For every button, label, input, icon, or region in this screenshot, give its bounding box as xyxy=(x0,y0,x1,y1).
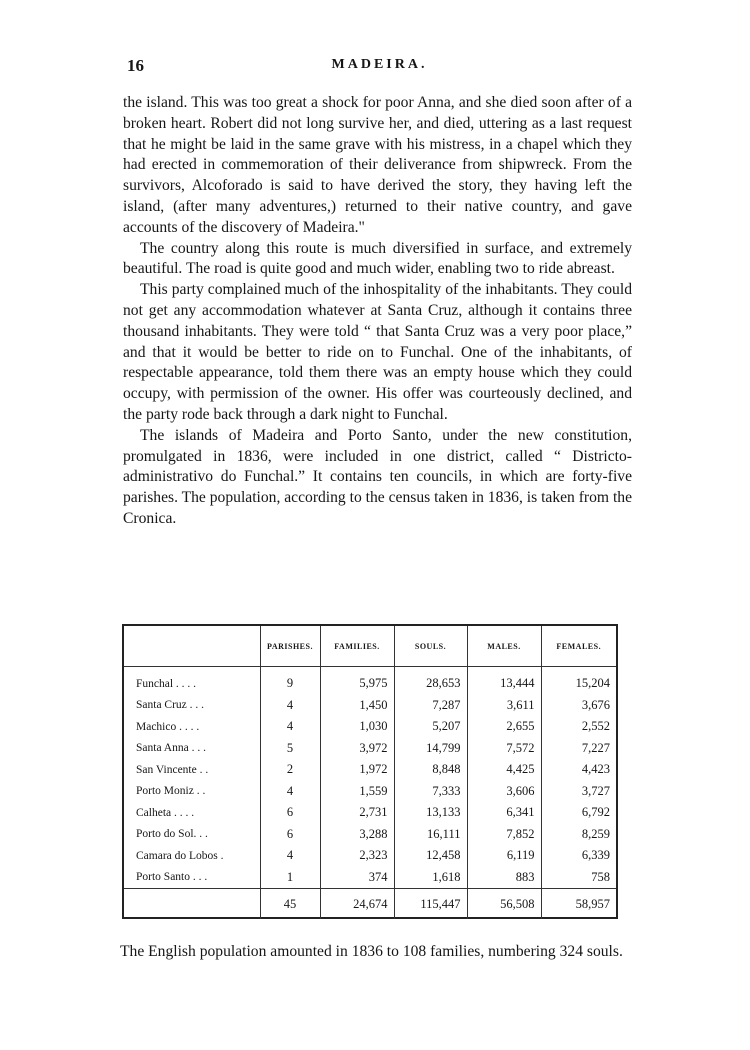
total-souls: 115,447 xyxy=(394,889,467,920)
totals-row xyxy=(124,889,616,920)
paragraph: The country along this route is much diversified in surface, and extremely beautiful. The road is quite good and much wider, enabling two to ride abreast. xyxy=(123,239,632,278)
parishes-cell: 2 xyxy=(260,759,320,781)
page-number: 16 xyxy=(127,56,144,75)
header-souls: SOULS. xyxy=(394,626,467,667)
males-cell: 7,572 xyxy=(467,738,541,760)
souls-cell: 13,133 xyxy=(394,802,467,824)
parishes-cell: 6 xyxy=(260,824,320,846)
females-cell: 3,727 xyxy=(541,781,616,803)
males-cell: 6,119 xyxy=(467,845,541,867)
paragraph: The islands of Madeira and Porto Santo, under the new constitution, promulgated in 1836, were included in one district, called “ Districto-administrativo do Funchal.” It contains ten councils, in which are forty-five parishes. The population, according to the census taken in 1836, is taken from the Cronica. xyxy=(123,426,632,527)
district-cell: Porto Moniz . . xyxy=(136,785,206,798)
families-cell: 2,323 xyxy=(320,845,394,867)
header-parishes: PARISHES. xyxy=(260,626,320,667)
parishes-cell: 4 xyxy=(260,695,320,717)
table-row xyxy=(124,716,616,738)
families-cell: 1,972 xyxy=(320,759,394,781)
females-cell: 8,259 xyxy=(541,824,616,846)
header-families: FAMILIES. xyxy=(320,626,394,667)
total-females: 58,957 xyxy=(541,889,616,920)
males-cell: 883 xyxy=(467,867,541,889)
table-row xyxy=(124,759,616,781)
page-header xyxy=(127,56,632,78)
header-district xyxy=(124,626,260,667)
total-males: 56,508 xyxy=(467,889,541,920)
souls-cell: 7,287 xyxy=(394,695,467,717)
families-cell: 1,559 xyxy=(320,781,394,803)
families-cell: 3,288 xyxy=(320,824,394,846)
males-cell: 4,425 xyxy=(467,759,541,781)
running-title: MADEIRA. xyxy=(331,57,428,72)
families-cell: 5,975 xyxy=(320,667,394,695)
souls-cell: 16,111 xyxy=(394,824,467,846)
souls-cell: 28,653 xyxy=(394,667,467,695)
males-cell: 2,655 xyxy=(467,716,541,738)
females-cell: 2,552 xyxy=(541,716,616,738)
district-cell: Calheta . . . . xyxy=(136,806,195,819)
district-cell: San Vincente . . xyxy=(136,763,209,776)
souls-cell: 14,799 xyxy=(394,738,467,760)
district-cell: Porto do Sol. . . xyxy=(136,828,208,841)
district-cell: Porto Santo . . . xyxy=(136,871,208,884)
souls-cell: 8,848 xyxy=(394,759,467,781)
souls-cell: 7,333 xyxy=(394,781,467,803)
families-cell: 1,450 xyxy=(320,695,394,717)
census-table xyxy=(122,624,618,919)
paragraph: the island. This was too great a shock for poor Anna, and she died soon after of a broken heart. Robert did not long survive her, and died, uttering as a last request that he might be laid in the same grave with his mistress, in a chapel which they had erected in commemoration of their deliverance from shipwreck. From the survivors, Alcoforado is said to have derived the story, they having left the island, (after many adventures,) returned to their native country, and gave accounts of the discovery of Madeira." xyxy=(123,94,632,236)
families-cell: 3,972 xyxy=(320,738,394,760)
total-families: 24,674 xyxy=(320,889,394,920)
parishes-cell: 4 xyxy=(260,845,320,867)
males-cell: 7,852 xyxy=(467,824,541,846)
census-grid xyxy=(124,626,616,919)
males-cell: 3,611 xyxy=(467,695,541,717)
table-row xyxy=(124,824,616,846)
families-cell: 2,731 xyxy=(320,802,394,824)
parishes-cell: 4 xyxy=(260,716,320,738)
males-cell: 6,341 xyxy=(467,802,541,824)
district-cell: Funchal . . . . xyxy=(136,677,197,690)
females-cell: 15,204 xyxy=(541,667,616,695)
souls-cell: 12,458 xyxy=(394,845,467,867)
closing-text xyxy=(116,942,630,962)
females-cell: 7,227 xyxy=(541,738,616,760)
district-cell: Machico . . . . xyxy=(136,720,200,733)
totals-label-cell xyxy=(124,889,260,920)
males-cell: 13,444 xyxy=(467,667,541,695)
parishes-cell: 9 xyxy=(260,667,320,695)
header-males: MALES. xyxy=(467,626,541,667)
souls-cell: 5,207 xyxy=(394,716,467,738)
header-females: FEMALES. xyxy=(541,626,616,667)
table-row xyxy=(124,867,616,889)
paragraph: This party complained much of the inhospitality of the inhabitants. They could not get any accommodation whatever at Santa Cruz, although it contains three thousand inhabitants. They were told “ that Santa Cruz was a very poor place,” and that it would be better to ride on to Funchal. One of the inhabitants, of respectable appearance, told them there was an empty house which they could occupy, with permission of the owner. His offer was courteously declined, and the party rode back through a dark night to Funchal. xyxy=(123,281,632,423)
table-row xyxy=(124,802,616,824)
total-parishes: 45 xyxy=(260,889,320,920)
families-cell: 1,030 xyxy=(320,716,394,738)
families-cell: 374 xyxy=(320,867,394,889)
parishes-cell: 4 xyxy=(260,781,320,803)
table-row xyxy=(124,695,616,717)
females-cell: 4,423 xyxy=(541,759,616,781)
district-cell: Santa Anna . . . xyxy=(136,742,206,755)
table-header-row xyxy=(124,626,616,667)
souls-cell: 1,618 xyxy=(394,867,467,889)
males-cell: 3,606 xyxy=(467,781,541,803)
females-cell: 758 xyxy=(541,867,616,889)
table-row xyxy=(124,738,616,760)
body-text xyxy=(123,93,632,530)
table-row xyxy=(124,845,616,867)
females-cell: 3,676 xyxy=(541,695,616,717)
parishes-cell: 5 xyxy=(260,738,320,760)
district-cell: Camara do Lobos . xyxy=(136,849,224,862)
table-row xyxy=(124,667,616,695)
district-cell: Santa Cruz . . . xyxy=(136,699,205,712)
females-cell: 6,339 xyxy=(541,845,616,867)
table-row xyxy=(124,781,616,803)
parishes-cell: 6 xyxy=(260,802,320,824)
females-cell: 6,792 xyxy=(541,802,616,824)
parishes-cell: 1 xyxy=(260,867,320,889)
paragraph: The English population amounted in 1836 to 108 families, numbering 324 souls. xyxy=(120,943,623,960)
